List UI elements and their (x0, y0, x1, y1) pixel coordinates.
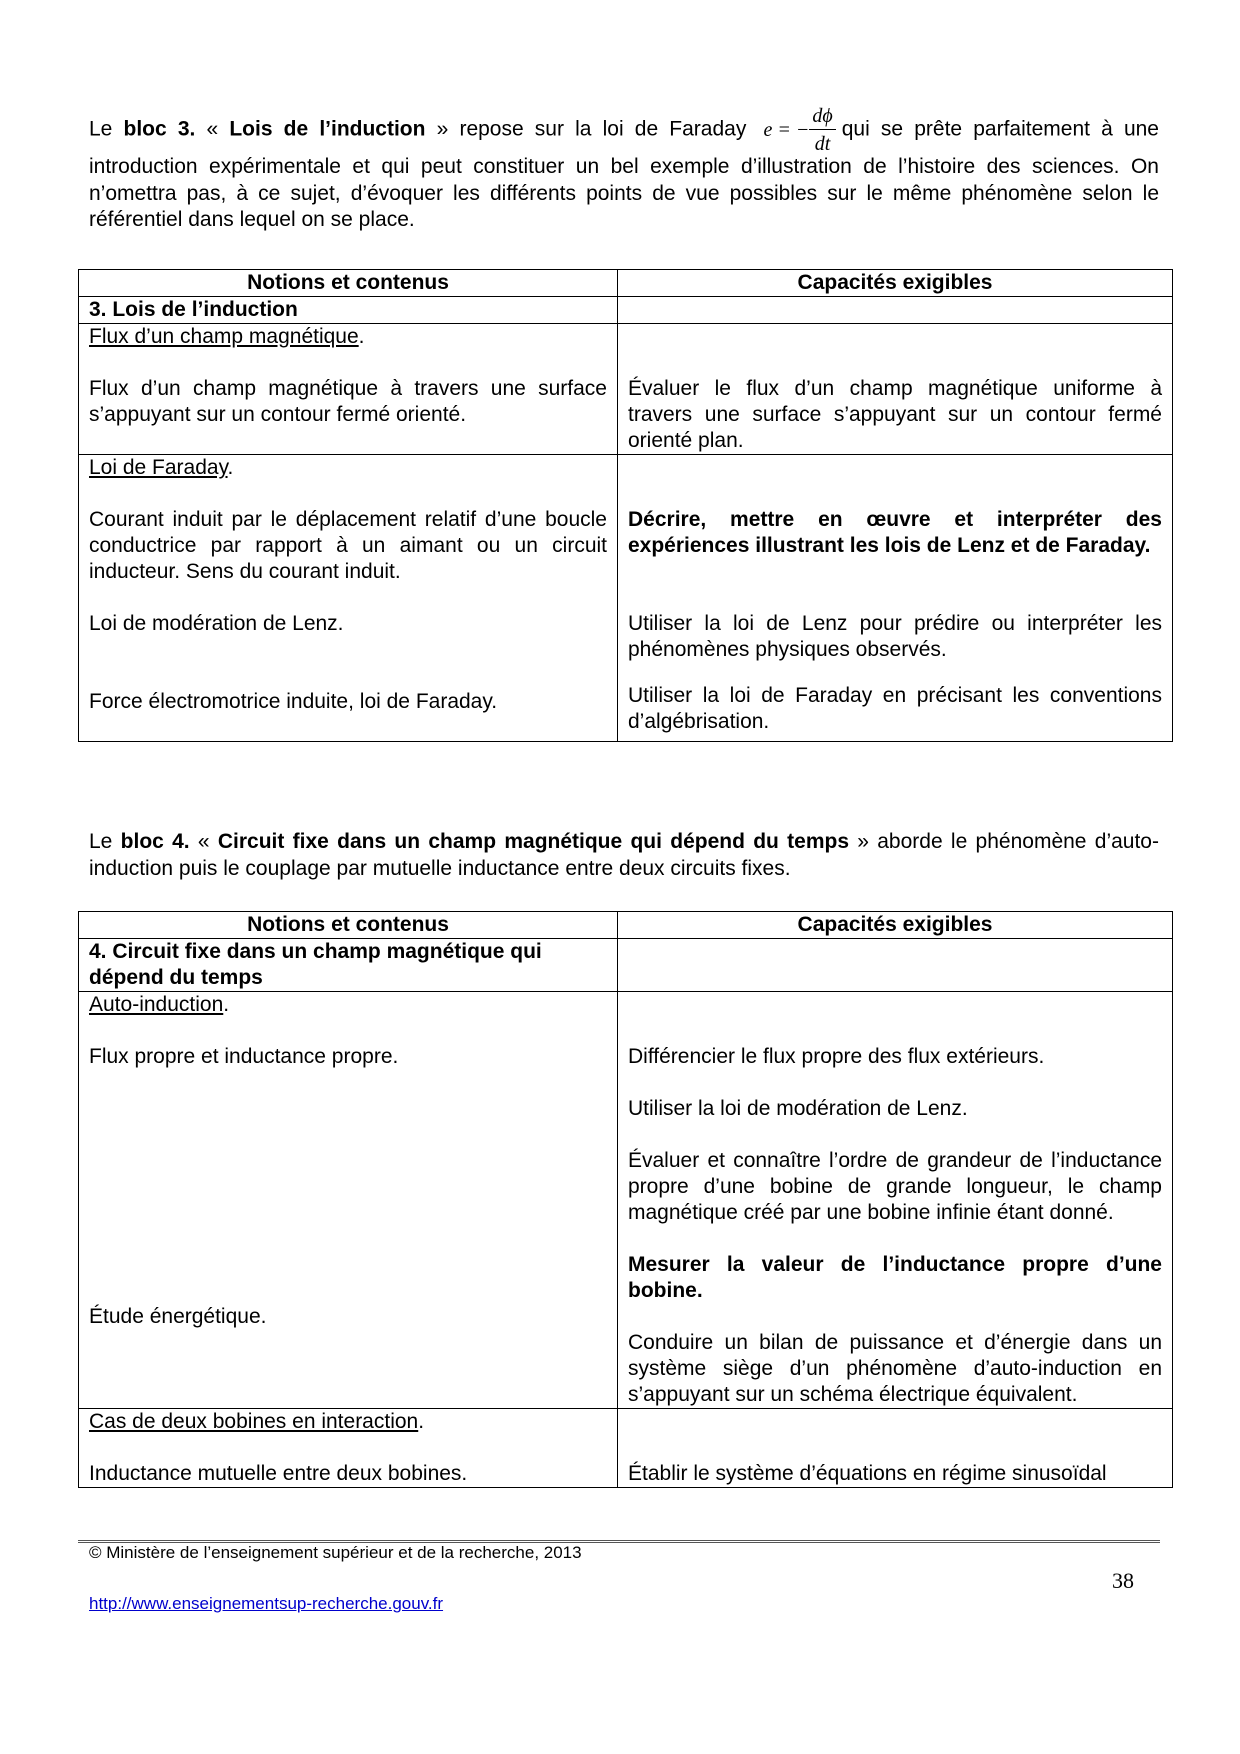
faraday-equation (763, 106, 835, 154)
equation-lhs: e = − (763, 119, 810, 141)
row-heading-suffix: . (227, 456, 234, 479)
notion-text: Flux propre et inductance propre. (89, 1045, 399, 1068)
capacity-text: Utiliser la loi de modération de Lenz. (628, 1097, 968, 1120)
section-empty-cell (618, 939, 1173, 992)
row-heading: Flux d’un champ magnétique (89, 325, 359, 348)
bloc4-label: bloc 4. (120, 830, 190, 853)
footer-link[interactable]: http://www.enseignementsup-recherche.gouv.fr (89, 1594, 444, 1613)
table-section-row (79, 297, 1173, 324)
capacity-cell (618, 324, 1173, 455)
notion-cell (79, 324, 618, 455)
row-heading: Loi de Faraday (89, 456, 228, 479)
notion-text: Flux d’un champ magnétique à travers une surface s’appuyant sur un contour fermé orienté. (89, 377, 607, 426)
bloc4-open-quote: « (189, 830, 218, 853)
bloc4-table (78, 911, 1173, 1488)
capacity-text: Évaluer le flux d’un champ magnétique uniforme à travers une surface s’appuyant sur un contour fermé orienté plan. (628, 377, 1162, 452)
capacity-text-bold: Décrire, mettre en œuvre et interpréter des expériences illustrant les lois de Lenz et de Faraday. (628, 508, 1162, 557)
row-heading-suffix: . (358, 325, 365, 348)
table-section-row (79, 939, 1173, 992)
capacity-text: Utiliser la loi de Lenz pour prédire ou interpréter les phénomènes physiques observés. (628, 612, 1162, 661)
table-row (79, 455, 1173, 742)
row-heading: Cas de deux bobines en interaction (89, 1410, 419, 1433)
page-number: 38 (1112, 1568, 1134, 1593)
notion-text: Étude énergétique. (89, 1305, 267, 1328)
bloc3-label: bloc 3. (123, 117, 196, 141)
header-notions: Notions et contenus (79, 912, 618, 939)
notion-text: Courant induit par le déplacement relatif d’une boucle conductrice par rapport à un aimant ou un circuit inducteur. Sens du courant induit. (89, 508, 607, 583)
capacity-cell (618, 1409, 1173, 1488)
row-heading: Auto-induction (89, 993, 224, 1016)
capacity-cell (618, 455, 1173, 742)
notion-cell (79, 992, 618, 1409)
notion-text: Loi de modération de Lenz. (89, 612, 344, 635)
notion-text: Inductance mutuelle entre deux bobines. (89, 1462, 468, 1485)
bloc4-close-quote: » (849, 830, 869, 853)
bloc3-text-before-eq: repose sur la loi de Faraday (448, 117, 747, 141)
row-heading-suffix: . (223, 993, 230, 1016)
equation-numerator: dϕ (809, 106, 835, 130)
notion-text: Force électromotrice induite, loi de Faraday. (89, 690, 498, 713)
table-header-row (79, 270, 1173, 297)
equation-denominator: dt (814, 133, 831, 155)
equation-fraction (809, 106, 835, 154)
bloc4-intro-prefix: Le (89, 830, 121, 853)
capacity-text-bold: Mesurer la valeur de l’inductance propre d’une bobine. (628, 1253, 1162, 1302)
section-empty-cell (618, 297, 1173, 324)
capacity-text: Conduire un bilan de puissance et d’énergie dans un système siège d’un phénomène d’auto-induction en s’appuyant sur un schéma électrique équivalent. (628, 1331, 1162, 1406)
bloc4-intro (89, 829, 1159, 882)
header-capacites: Capacités exigibles (618, 270, 1173, 297)
table-row (79, 992, 1173, 1409)
table-row (79, 324, 1173, 455)
bloc3-intro-prefix: Le (89, 117, 124, 141)
notion-cell (79, 455, 618, 742)
capacity-text: Évaluer et connaître l’ordre de grandeur de l’inductance propre d’une bobine de grande longueur, le champ magnétique créé par une bobine infinie étant donné. (628, 1149, 1162, 1224)
bloc3-text-after-eq: qui se prête parfaitement à une introduction expérimentale et qui peut constituer un bel exemple d’illustration de l’histoire des sciences. On n’omettra pas, à ce sujet, d’évoquer les différents points de vue possibles sur le même phénomène selon le référentiel dans lequel on se place. (89, 117, 1159, 231)
section-title: 3. Lois de l’induction (79, 297, 618, 324)
footer-copyright: © Ministère de l’enseignement supérieur et de la recherche, 2013 (89, 1543, 582, 1562)
bloc4-title: Circuit fixe dans un champ magnétique qui dépend du temps (217, 830, 849, 853)
bloc3-open-quote: « (195, 117, 230, 141)
header-capacites: Capacités exigibles (618, 912, 1173, 939)
capacity-cell (618, 992, 1173, 1409)
capacity-text: Différencier le flux propre des flux extérieurs. (628, 1045, 1045, 1068)
bloc3-title: Lois de l’induction (229, 117, 426, 141)
table-header-row (79, 912, 1173, 939)
table-row (79, 1409, 1173, 1488)
row-heading-suffix: . (418, 1410, 425, 1433)
header-notions: Notions et contenus (79, 270, 618, 297)
capacity-text: Utiliser la loi de Faraday en précisant les conventions d’algébrisation. (628, 684, 1162, 733)
notion-cell (79, 1409, 618, 1488)
capacity-text: Établir le système d’équations en régime sinusoïdal (628, 1462, 1107, 1485)
bloc4-text-after: aborde le phénomène d’auto-induction puis le couplage par mutuelle inductance entre deux circuits fixes. (89, 830, 1159, 880)
bloc3-intro (89, 106, 1159, 234)
bloc3-close-quote: » (425, 117, 449, 141)
section-title: 4. Circuit fixe dans un champ magnétique qui dépend du temps (79, 939, 618, 992)
bloc3-table (78, 269, 1173, 742)
